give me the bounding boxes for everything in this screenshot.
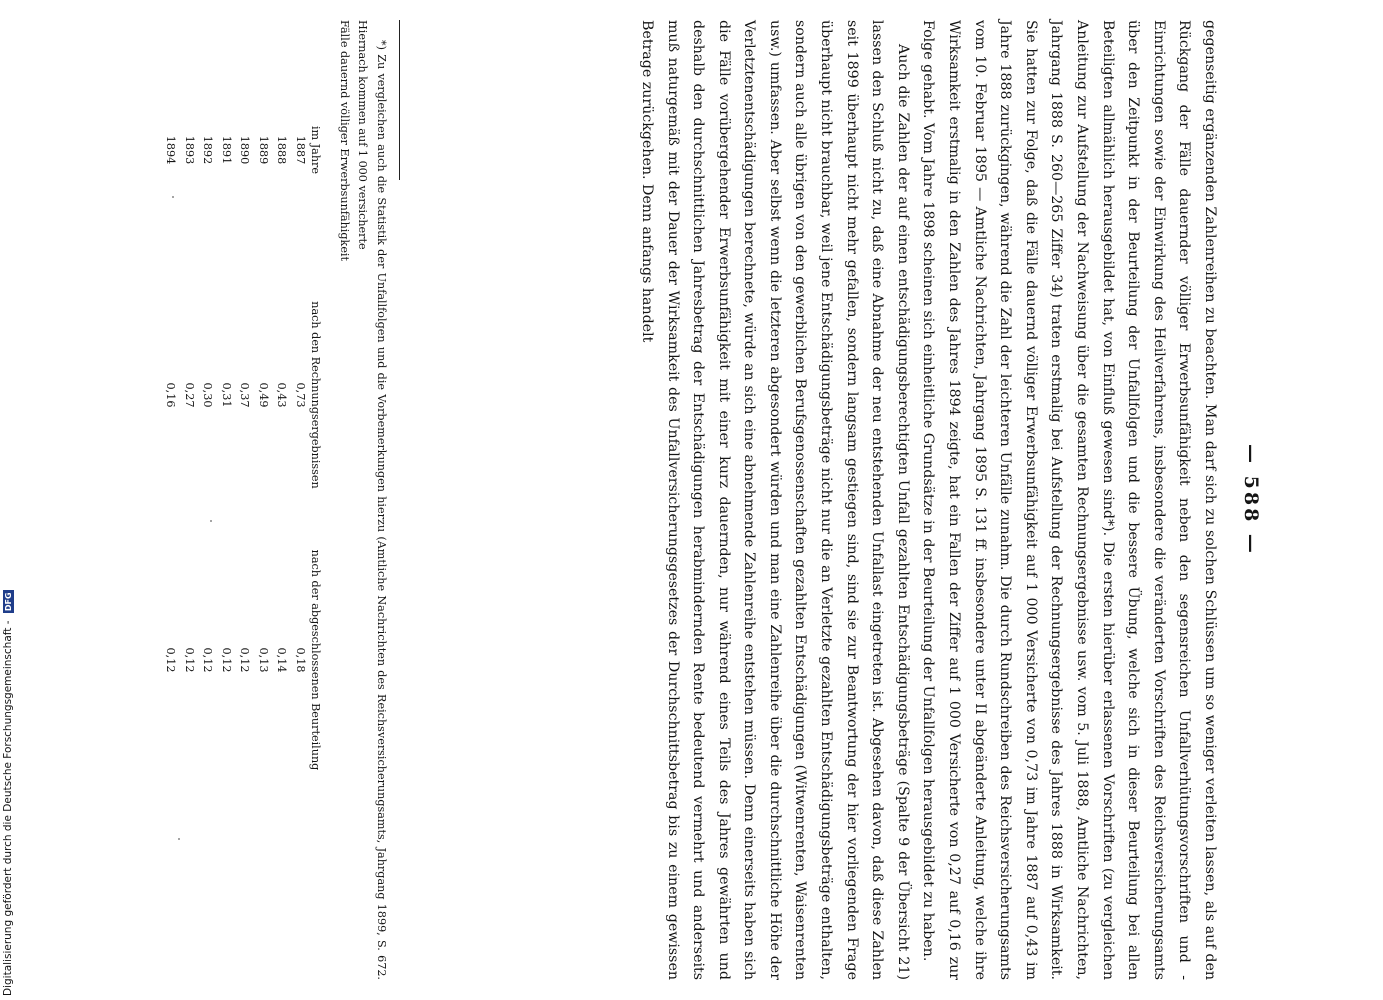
table-row xyxy=(254,20,273,810)
table-row xyxy=(161,20,180,810)
scan-speck xyxy=(210,520,212,522)
table-row xyxy=(235,20,254,810)
cell-rechnung: 0,49 xyxy=(257,382,270,408)
table-row xyxy=(180,20,199,810)
cell-rechnung: 0,73 xyxy=(294,382,307,408)
rotated-page xyxy=(22,20,1262,980)
cell-beurteilung: 0,12 xyxy=(238,647,252,673)
paragraph-1: gegenseitig ergänzenden Zahlenreihen zu beachten. Man darf sich zu solchen Schlüssen um so weniger verleiten lassen, als auf den Rückgang der Fälle dauernder völliger Erwerbsunfähigkeit neben den segensreichen Unfallverhütungsvorschriften und -Einrichtungen sowie der Einwirkung des Heilverfahrens, insbesondere die veränderten Vorschriften des Reichsversicherungsamts über den Zeitpunkt in der Beurteilung der Unfallfolgen und die bessere Übung, welche sich in dieser Beurteilung bei allen Beteiligten allmählich herausgebildet hat, von Einfluß gewesen sind*). Die ersten hierüber erlassenen Vorschriften (zu vergleichen Anleitung zur Aufstellung der Nachweisung über die gesamten Rechnungsergebnisse usw. vom 5. Juli 1888, Amtliche Nachrichten, Jahrgang 1888 S. 260—265 Ziffer 34) traten erstmalig bei Aufstellung der Rechnungsergebnisse des Jahres 1888 in Wirksamkeit. Sie hatten zur Folge, daß die Fälle dauernd völliger Erwerbsunfähigkeit auf 1 000 Versicherte von 0,73 im Jahre 1887 auf 0,43 im Jahre 1888 zurückgingen, während die Zahl der leichteren Unfälle zunahm. Die durch Rundschreiben des Reichsversicherungsamts vom 10. Februar 1895 — Amtliche Nachrichten, Jahrgang 1895 S. 131 ff. insbesondere unter II abgeänderte Anleitung, welche ihre Wirksamkeit erstmalig in den Zahlen des Jahres 1894 zeigte, hat ein Fallen der Ziffer auf 1 000 Versicherte von 0,27 auf 0,16 zur Folge gehabt. Vom Jahre 1898 scheinen sich einheitliche Grundsätze in der Beurteilung der Unfallfolgen herausgebildet zu haben. xyxy=(920,20,1218,980)
credit-text: Digitalisierung gefördert durch die Deutsche Forschungsgemeinschaft - xyxy=(2,620,14,996)
cell-year: 1887 xyxy=(294,135,307,165)
table-row xyxy=(272,20,291,810)
cell-year: 1892 xyxy=(201,135,215,165)
table-row xyxy=(198,20,217,810)
cell-beurteilung: 0,12 xyxy=(183,647,196,673)
cell-rechnung: 0,27 xyxy=(183,382,196,408)
cell-year: 1889 xyxy=(257,135,270,165)
table-row xyxy=(217,20,236,810)
header-beurteilung: nach der abgeschlossenen Beurteilung xyxy=(309,549,322,771)
dfg-logo: DFG xyxy=(3,592,13,612)
cell-rechnung: 0,30 xyxy=(201,382,215,408)
cell-rechnung: 0,16 xyxy=(164,382,178,408)
page-number: — 588 — xyxy=(1240,444,1262,556)
footnote-divider xyxy=(399,20,400,180)
cell-year: 1891 xyxy=(220,135,233,165)
footnote-subtitle: Fälle dauernd völliger Erwerbsunfähigkeit xyxy=(338,20,351,262)
cell-beurteilung: 0,12 xyxy=(201,647,215,673)
footnote-text: *) Zu vergleichen auch die Statistik der Unfallfolgen und die Vorbemerkungen hierzu (Amtliche Nachrichten des Reichsversicherungsamts, Jahrgang 1899, S. 672. Hiernach kommen auf 1 000 versicherte xyxy=(356,20,388,980)
table-header-row xyxy=(309,20,322,810)
footnote xyxy=(335,20,391,980)
cell-rechnung: 0,31 xyxy=(220,382,233,408)
cell-year: 1893 xyxy=(183,135,196,165)
cell-beurteilung: 0,14 xyxy=(275,647,289,673)
cell-beurteilung: 0,12 xyxy=(220,647,233,673)
digitization-credit xyxy=(0,0,16,1000)
header-year: im Jahre xyxy=(309,125,322,175)
paragraph-2: Auch die Zahlen der auf einen entschädigungsberechtigten Unfall gezahlten Entschädigungsbeträge (Spalte 9 der Übersicht 21) lassen den Schluß nicht zu, daß eine Abnahme der neu entstehenden Unfallast eingetreten ist. Abgesehen davon, daß diese Zahlen seit 1899 überhaupt nicht mehr gefallen, sondern langsam gestiegen sind, sind sie zur Beantwortung der hier vorliegenden Frage überhaupt nicht brauchbar, weil jene Entschädigungsbeträge nicht nur die an Verletzte gezahlten Entschädigungsbeträge enthalten, sondern auch alle übrigen von den gewerblichen Berufsgenossenschaften gezahlten Entschädigungen (Witwenrenten, Waisenrenten usw.) umfassen. Aber selbst wenn die letzteren abgesondert würden und man eine Zahlenreihe über die durchschnittliche Höhe der Verletztenentschädigungen berechnete, würde an sich eine abnehmende Zahlenreihe entstehen müssen. Denn einerseits haben sich die Fälle vorübergehender Erwerbsunfähigkeit mit einer kurz dauernden, nur während eines Teils des Jahres gewährten und deshalb den durchschnittlichen Jahresbetrag der Entschädigungen herabmindernden Rente bedeutend vermehrt und anderseits muß naturgemäß mit der Dauer der Wirksamkeit des Unfallversicherungsgesetzes der Durchschnittsbetrag bis zu einem gewissen Betrage zurückgehen. Denn anfangs handelt xyxy=(638,20,911,980)
statistics-table xyxy=(161,20,322,810)
cell-beurteilung: 0,13 xyxy=(257,647,270,673)
cell-beurteilung: 0,12 xyxy=(164,647,178,673)
header-rechnungsergebnisse: nach den Rechnungsergebnissen xyxy=(309,301,322,489)
statistics-table-container xyxy=(161,20,322,980)
scan-speck xyxy=(178,838,180,840)
body-text xyxy=(633,20,1222,980)
cell-year: 1888 xyxy=(275,135,289,165)
cell-beurteilung: 0,18 xyxy=(294,647,307,673)
cell-rechnung: 0,43 xyxy=(275,382,289,408)
cell-year: 1894 xyxy=(164,135,178,165)
cell-rechnung: 0,37 xyxy=(238,382,252,408)
table-row xyxy=(291,20,310,810)
scan-speck xyxy=(172,196,174,198)
cell-year: 1890 xyxy=(238,135,252,165)
